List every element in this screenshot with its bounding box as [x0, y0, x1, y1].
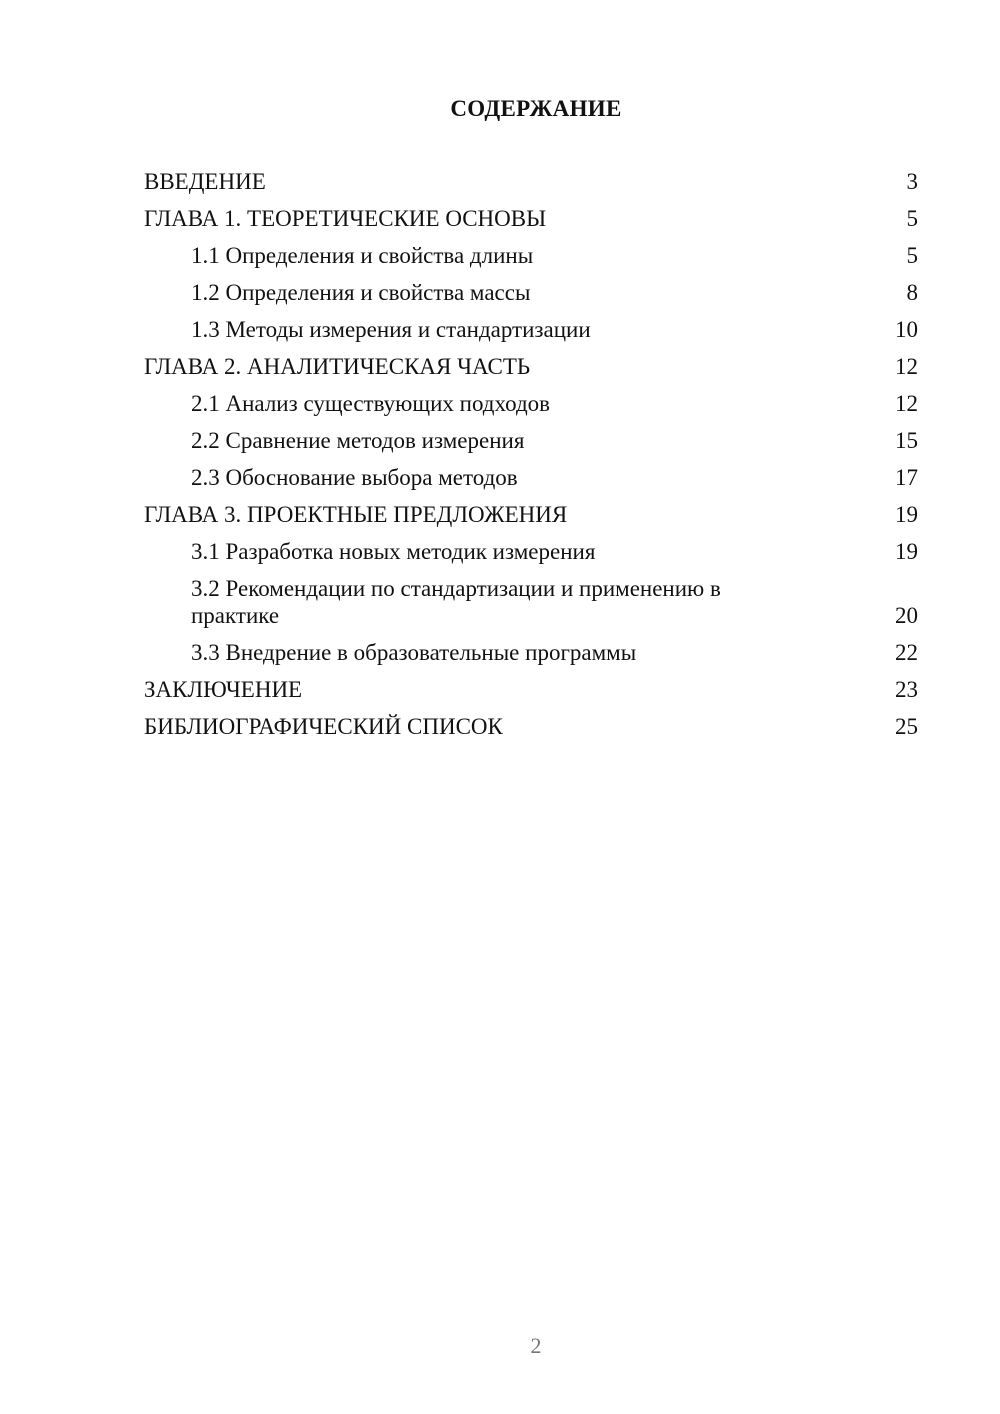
toc-entry-page: 17 [895, 465, 918, 490]
toc-entry[interactable] [144, 205, 918, 232]
toc-entry[interactable] [144, 501, 918, 528]
toc-entry-page: 5 [906, 206, 918, 231]
toc-entry-page: 19 [895, 502, 918, 527]
toc-entry-page: 8 [906, 280, 918, 305]
toc-entry-text: 1.1 Определения и свойства длины [191, 243, 534, 268]
toc-entry-page: 12 [895, 354, 918, 379]
toc-entry-text: 3.1 Разработка новых методик измерения [191, 539, 596, 564]
toc-entry-text: ВВЕДЕНИЕ [144, 169, 266, 194]
toc-entry-page: 3 [906, 169, 918, 194]
toc-entry-text: ЗАКЛЮЧЕНИЕ [144, 677, 303, 702]
toc-entry-text: 2.2 Сравнение методов измерения [191, 428, 525, 453]
toc-entry[interactable] [144, 464, 918, 491]
toc-entry-text: ГЛАВА 2. АНАЛИТИЧЕСКАЯ ЧАСТЬ [144, 354, 531, 379]
table-of-contents [144, 168, 918, 750]
toc-entry[interactable] [144, 713, 918, 740]
toc-entry[interactable] [144, 427, 918, 454]
toc-entry-text: 3.2 Рекомендации по стандартизации и применению в практике [191, 576, 721, 628]
toc-entry-page: 23 [895, 677, 918, 702]
page-number: 2 [530, 1333, 542, 1358]
toc-entry-page: 22 [895, 640, 918, 665]
toc-entry-page: 20 [895, 603, 918, 628]
toc-entry[interactable] [144, 639, 918, 666]
toc-entry[interactable] [144, 353, 918, 380]
toc-entry-text: ГЛАВА 1. ТЕОРЕТИЧЕСКИЕ ОСНОВЫ [144, 206, 547, 231]
toc-entry-text: 2.1 Анализ существующих подходов [191, 391, 551, 416]
toc-entry[interactable] [144, 279, 918, 306]
toc-entry[interactable] [144, 538, 918, 565]
toc-entry-text: БИБЛИОГРАФИЧЕСКИЙ СПИСОК [144, 714, 503, 739]
toc-entry-text: 3.3 Внедрение в образовательные программы [191, 640, 637, 665]
toc-entry-page: 5 [906, 243, 918, 268]
toc-entry-page: 25 [895, 714, 918, 739]
toc-entry-text: 2.3 Обоснование выбора методов [191, 465, 518, 490]
toc-entry[interactable] [144, 316, 918, 343]
toc-entry-text: 1.2 Определения и свойства массы [191, 280, 531, 305]
toc-entry-page: 10 [895, 317, 918, 342]
toc-entry[interactable] [144, 168, 918, 195]
toc-entry-page: 12 [895, 391, 918, 416]
toc-entry[interactable] [144, 390, 918, 417]
toc-entry-text: ГЛАВА 3. ПРОЕКТНЫЕ ПРЕДЛОЖЕНИЯ [144, 502, 568, 527]
toc-title: СОДЕРЖАНИЕ [450, 96, 622, 121]
toc-entry-page: 15 [895, 428, 918, 453]
toc-entry-page: 19 [895, 539, 918, 564]
toc-entry[interactable] [144, 242, 918, 269]
toc-entry[interactable] [144, 575, 918, 629]
toc-entry-text: 1.3 Методы измерения и стандартизации [191, 317, 591, 342]
toc-entry[interactable] [144, 676, 918, 703]
